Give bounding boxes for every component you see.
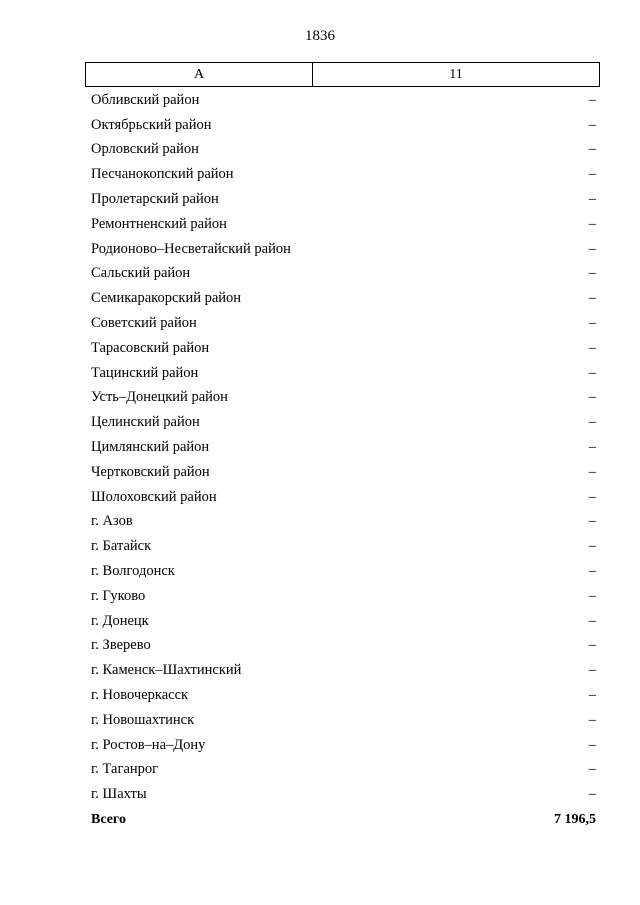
table-row [91, 212, 596, 237]
row-name: Обливский район [91, 91, 200, 108]
row-value: – [588, 513, 596, 530]
table-row [91, 262, 596, 287]
table-row [91, 336, 596, 361]
row-name: г. Батайск [91, 538, 152, 555]
table-row [91, 534, 596, 559]
row-value: – [588, 339, 596, 356]
row-name: Песчанокопский район [91, 166, 234, 183]
table-row [91, 88, 596, 113]
row-name: Тарасовский район [91, 339, 210, 356]
row-name: г. Новошахтинск [91, 711, 195, 728]
table-row [91, 658, 596, 683]
row-name: Ремонтненский район [91, 215, 227, 232]
table-row [91, 187, 596, 212]
row-value: – [588, 141, 596, 158]
row-value: – [588, 439, 596, 456]
row-value: – [588, 761, 596, 778]
row-name: г. Гуково [91, 587, 146, 604]
row-name: г. Новочеркасск [91, 687, 189, 704]
table-row [91, 634, 596, 659]
row-value: – [588, 687, 596, 704]
table-row [91, 609, 596, 634]
table-row [91, 733, 596, 758]
row-value: – [588, 116, 596, 133]
row-name: Чертковский район [91, 463, 210, 480]
row-name: г. Зверево [91, 637, 151, 654]
table-row [91, 162, 596, 187]
row-value: – [588, 290, 596, 307]
table-row [91, 758, 596, 783]
table-row [91, 286, 596, 311]
row-name: г. Волгодонск [91, 563, 175, 580]
total-row [91, 807, 596, 832]
table-row [91, 113, 596, 138]
table-row [91, 410, 596, 435]
row-name: г. Таганрог [91, 761, 159, 778]
header-col-a: А [86, 63, 313, 87]
table-row [91, 683, 596, 708]
row-name: Орловский район [91, 141, 199, 158]
row-name: Семикаракорский район [91, 290, 242, 307]
header-col-b: 11 [313, 63, 600, 87]
table-body [91, 88, 596, 832]
row-value: – [588, 637, 596, 654]
row-name: г. Каменск–Шахтинский [91, 662, 242, 679]
row-value: – [588, 612, 596, 629]
row-name: Тацинский район [91, 364, 199, 381]
row-value: – [588, 463, 596, 480]
row-value: – [588, 364, 596, 381]
row-name: Усть–Донецкий район [91, 389, 228, 406]
header-row [86, 63, 600, 87]
row-value: – [588, 563, 596, 580]
row-value: – [588, 215, 596, 232]
table-row [91, 138, 596, 163]
table-row [91, 460, 596, 485]
table-row [91, 510, 596, 535]
table-row [91, 435, 596, 460]
table-row [91, 708, 596, 733]
row-value: – [588, 736, 596, 753]
total-label: Всего [91, 811, 126, 827]
row-name: Советский район [91, 315, 197, 332]
row-name: г. Азов [91, 513, 133, 530]
row-value: – [588, 389, 596, 406]
row-value: – [588, 265, 596, 282]
row-value: – [588, 786, 596, 803]
row-name: Октябрьский район [91, 116, 212, 133]
row-name: Цимлянский район [91, 439, 210, 456]
row-value: – [588, 191, 596, 208]
row-value: – [588, 711, 596, 728]
row-value: – [588, 587, 596, 604]
table-row [91, 311, 596, 336]
row-name: г. Ростов–на–Дону [91, 736, 206, 753]
table-row [91, 782, 596, 807]
row-name: г. Донецк [91, 612, 149, 629]
row-name: Родионово–Несветайский район [91, 240, 291, 257]
row-name: г. Шахты [91, 786, 147, 803]
row-name: Сальский район [91, 265, 191, 282]
table-header [85, 62, 600, 87]
row-value: – [588, 488, 596, 505]
row-name: Пролетарский район [91, 191, 219, 208]
table-row [91, 386, 596, 411]
table-row [91, 584, 596, 609]
table-row [91, 485, 596, 510]
row-name: Шолоховский район [91, 488, 217, 505]
row-value: – [588, 662, 596, 679]
row-name: Целинский район [91, 414, 200, 431]
row-value: – [588, 166, 596, 183]
page-number: 1836 [305, 28, 335, 44]
row-value: – [588, 538, 596, 555]
row-value: – [588, 91, 596, 108]
row-value: – [588, 240, 596, 257]
table-row [91, 559, 596, 584]
row-value: – [588, 414, 596, 431]
row-value: – [588, 315, 596, 332]
table-row [91, 361, 596, 386]
total-value: 7 196,5 [554, 811, 596, 827]
table-row [91, 237, 596, 262]
